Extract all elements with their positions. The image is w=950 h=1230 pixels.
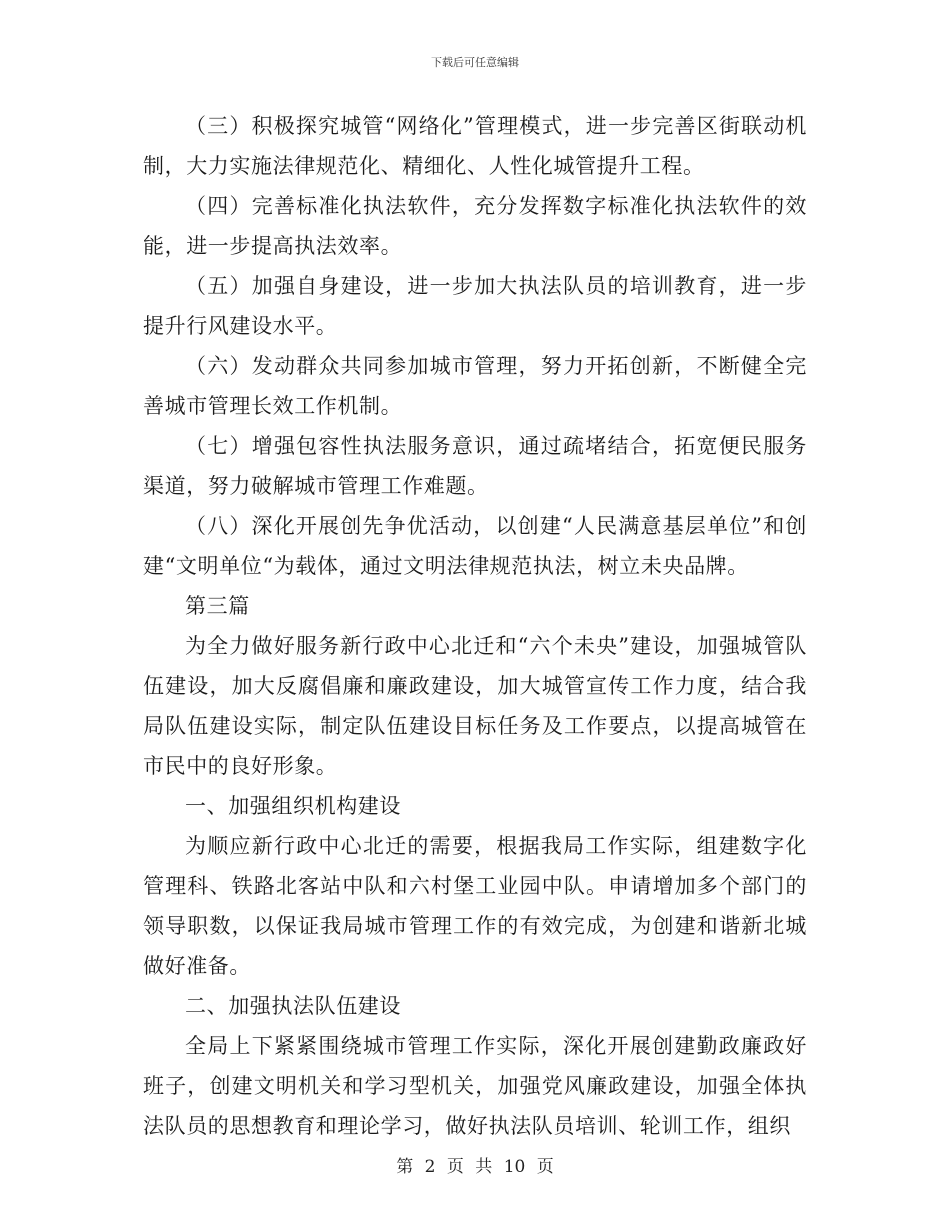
document-body (143, 106, 807, 1146)
paragraph-7: （七）增强包容性执法服务意识，通过疏堵结合，拓宽便民服务渠道，努力破解城市管理工作难题。 (143, 434, 807, 498)
page-number: 第 2 页 共 10 页 (396, 1157, 554, 1177)
subheading-organization: 一、加强组织机构建设 (185, 794, 401, 818)
section-heading-part-three: 第三篇 (185, 594, 250, 618)
paragraph-5: （五）加强自身建设，进一步加大执法队员的培训教育，进一步提升行风建设水平。 (143, 274, 807, 338)
page-header-note: 下载后可任意编辑 (431, 56, 519, 69)
paragraph-3: （三）积极探究城管“网络化”管理模式，进一步完善区街联动机制，大力实施法律规范化、精细化、人性化城管提升工程。 (143, 114, 807, 178)
paragraph-8: （八）深化开展创先争优活动，以创建“人民满意基层单位”和创建“文明单位“为载体，通过文明法律规范执法，树立未央品牌。 (143, 514, 807, 578)
subheading-team: 二、加强执法队伍建设 (185, 994, 401, 1018)
paragraph-4: （四）完善标准化执法软件，充分发挥数字标准化执法软件的效能，进一步提高执法效率。 (143, 194, 807, 258)
team-paragraph: 全局上下紧紧围绕城市管理工作实际，深化开展创建勤政廉政好班子，创建文明机关和学习型机关，加强党风廉政建设，加强全体执法队员的思想教育和理论学习，做好执法队员培训、轮训工作，组织 (143, 1034, 807, 1138)
organization-paragraph: 为顺应新行政中心北迁的需要，根据我局工作实际，组建数字化管理科、铁路北客站中队和六村堡工业园中队。申请增加多个部门的领导职数，以保证我局城市管理工作的有效完成，为创建和谐新北城做好准备。 (143, 834, 807, 978)
intro-paragraph: 为全力做好服务新行政中心北迁和“六个未央”建设，加强城管队伍建设，加大反腐倡廉和廉政建设，加大城管宣传工作力度，结合我局队伍建设实际，制定队伍建设目标任务及工作要点，以提高城管在市民中的良好形象。 (143, 634, 807, 778)
paragraph-6: （六）发动群众共同参加城市管理，努力开拓创新，不断健全完善城市管理长效工作机制。 (143, 354, 807, 418)
